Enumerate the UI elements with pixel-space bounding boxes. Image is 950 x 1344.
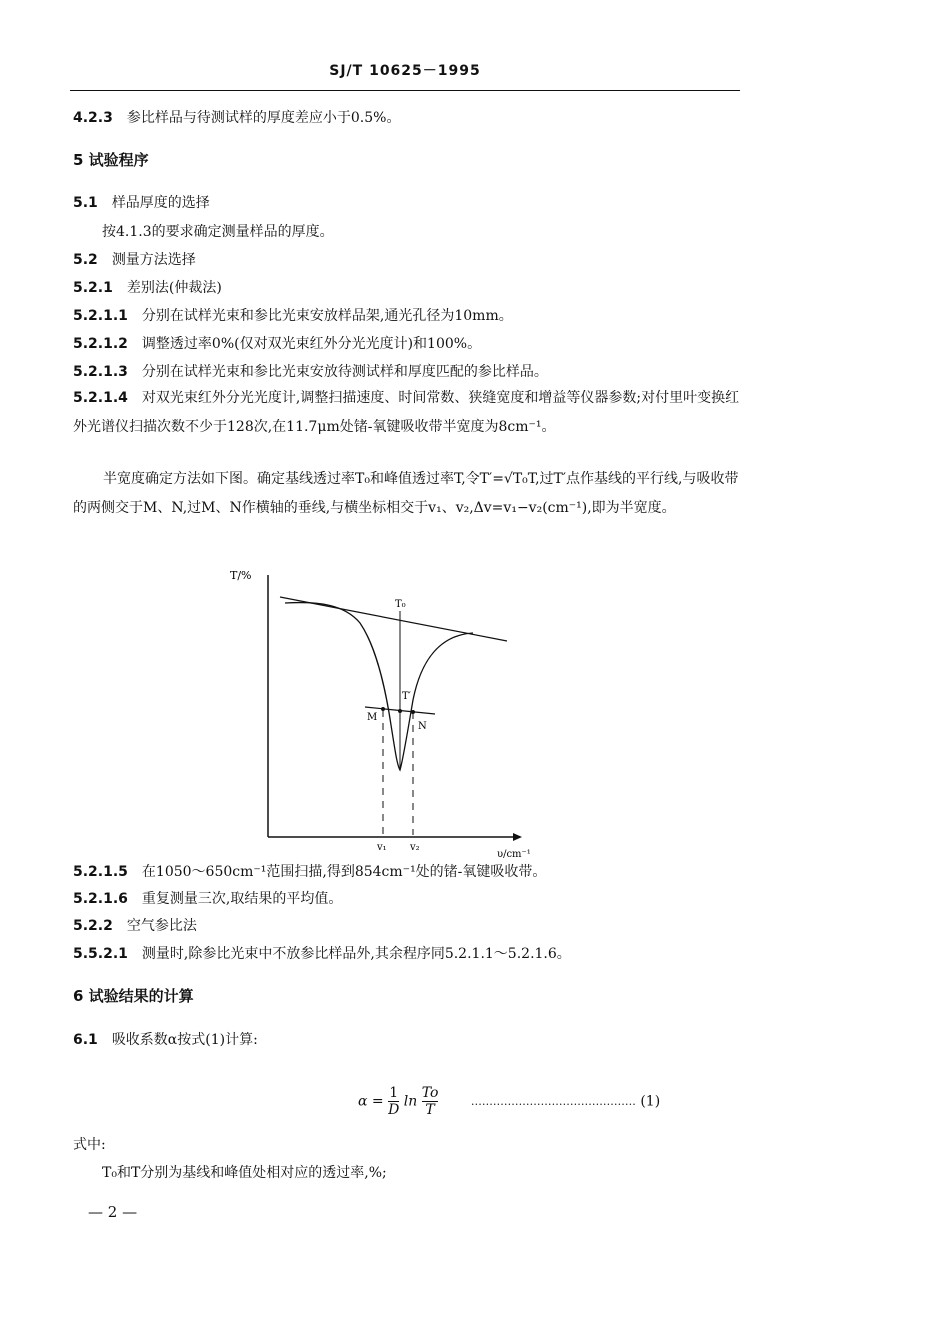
header-rule — [70, 90, 740, 91]
y-axis-label: T/% — [230, 569, 252, 582]
clause-5-2: 5.2 测量方法选择 — [73, 252, 196, 268]
formula-1 — [358, 1085, 748, 1131]
section-6-title: 6 试验结果的计算 — [73, 987, 194, 1005]
x-axis-label: υ/cm⁻¹ — [497, 849, 531, 860]
n-point — [411, 710, 415, 714]
tp-label: T′ — [402, 691, 411, 702]
page-number: — 2 — — [88, 1203, 138, 1221]
where-label: 式中: — [73, 1137, 106, 1153]
absorption-band-figure — [225, 565, 545, 865]
absorption-curve — [285, 603, 473, 770]
formula-lhs: α = — [358, 1093, 384, 1110]
formula-number: (1) — [640, 1093, 661, 1110]
section-5-title: 5 试验程序 — [73, 151, 149, 169]
clause-5-1-body: 按4.1.3的要求确定测量样品的厚度。 — [102, 224, 334, 240]
clause-5-1: 5.1 样品厚度的选择 — [73, 195, 210, 211]
clause-5-2-2: 5.2.2 空气参比法 — [73, 918, 197, 934]
clause-5-5-2-1: 5.5.2.1 测量时,除参比光束中不放参比样品外,其余程序同5.2.1.1～5.2.1.6。 — [73, 946, 571, 962]
t0-definition: T₀和T分别为基线和峰值处相对应的透过率,%; — [102, 1165, 387, 1181]
tp-point — [398, 709, 402, 713]
clause-6-1: 6.1 吸收系数α按式(1)计算: — [73, 1032, 258, 1048]
v2-label: v₂ — [410, 842, 420, 853]
n-label: N — [418, 721, 427, 732]
fraction-to-over-t: $\frac{To}{T}$ — [421, 1085, 439, 1118]
clause-5-2-1-6: 5.2.1.6 重复测量三次,取结果的平均值。 — [73, 891, 343, 907]
clause-5-2-1-4: 5.2.1.4 对双光束红外分光光度计,调整扫描速度、时间常数、狭缝宽度和增益等仪器参数;对付里叶变换红外光谱仪扫描次数不少于128次,在11.7μm处锗-氧键吸收带半宽度为8cm⁻¹。 — [73, 390, 740, 435]
x-axis-arrow — [513, 833, 522, 841]
clause-5-2-1-1: 5.2.1.1 分别在试样光束和参比光束安放样品架,通光孔径为10mm。 — [73, 308, 513, 324]
t0-label: T₀ — [395, 599, 406, 610]
m-label: M — [367, 712, 378, 723]
formula-ln: ln — [403, 1093, 418, 1110]
half-width-paragraph: 半宽度确定方法如下图。确定基线透过率T₀和峰值透过率T,令T′=√T₀T,过T′点作基线的平行线,与吸收带的两侧交于M、N,过M、N作横轴的垂线,与横坐标相交于v₁、v₂,Δv=v₁−v₂(cm⁻¹),即为半宽度。 — [73, 471, 739, 516]
clause-4-2-3: 4.2.3 参比样品与待测试样的厚度差应小于0.5%。 — [73, 110, 401, 126]
fraction-1-over-d: $\frac{1}{D}$ — [388, 1085, 400, 1118]
clause-5-2-1-5: 5.2.1.5 在1050～650cm⁻¹范围扫描,得到854cm⁻¹处的锗-氧键吸收带。 — [73, 864, 547, 880]
clause-5-2-1: 5.2.1 差别法(仲裁法) — [73, 280, 222, 296]
document-header: SJ/T 10625－1995 — [329, 63, 481, 79]
clause-5-2-1-3: 5.2.1.3 分别在试样光束和参比光束安放待测试样和厚度匹配的参比样品。 — [73, 364, 548, 380]
formula-dots: ……………………………………… — [470, 1095, 636, 1108]
v1-label: v₁ — [377, 842, 387, 853]
clause-5-2-1-2: 5.2.1.2 调整透过率0%(仅对双光束红外分光光度计)和100%。 — [73, 336, 482, 352]
m-point — [381, 707, 385, 711]
